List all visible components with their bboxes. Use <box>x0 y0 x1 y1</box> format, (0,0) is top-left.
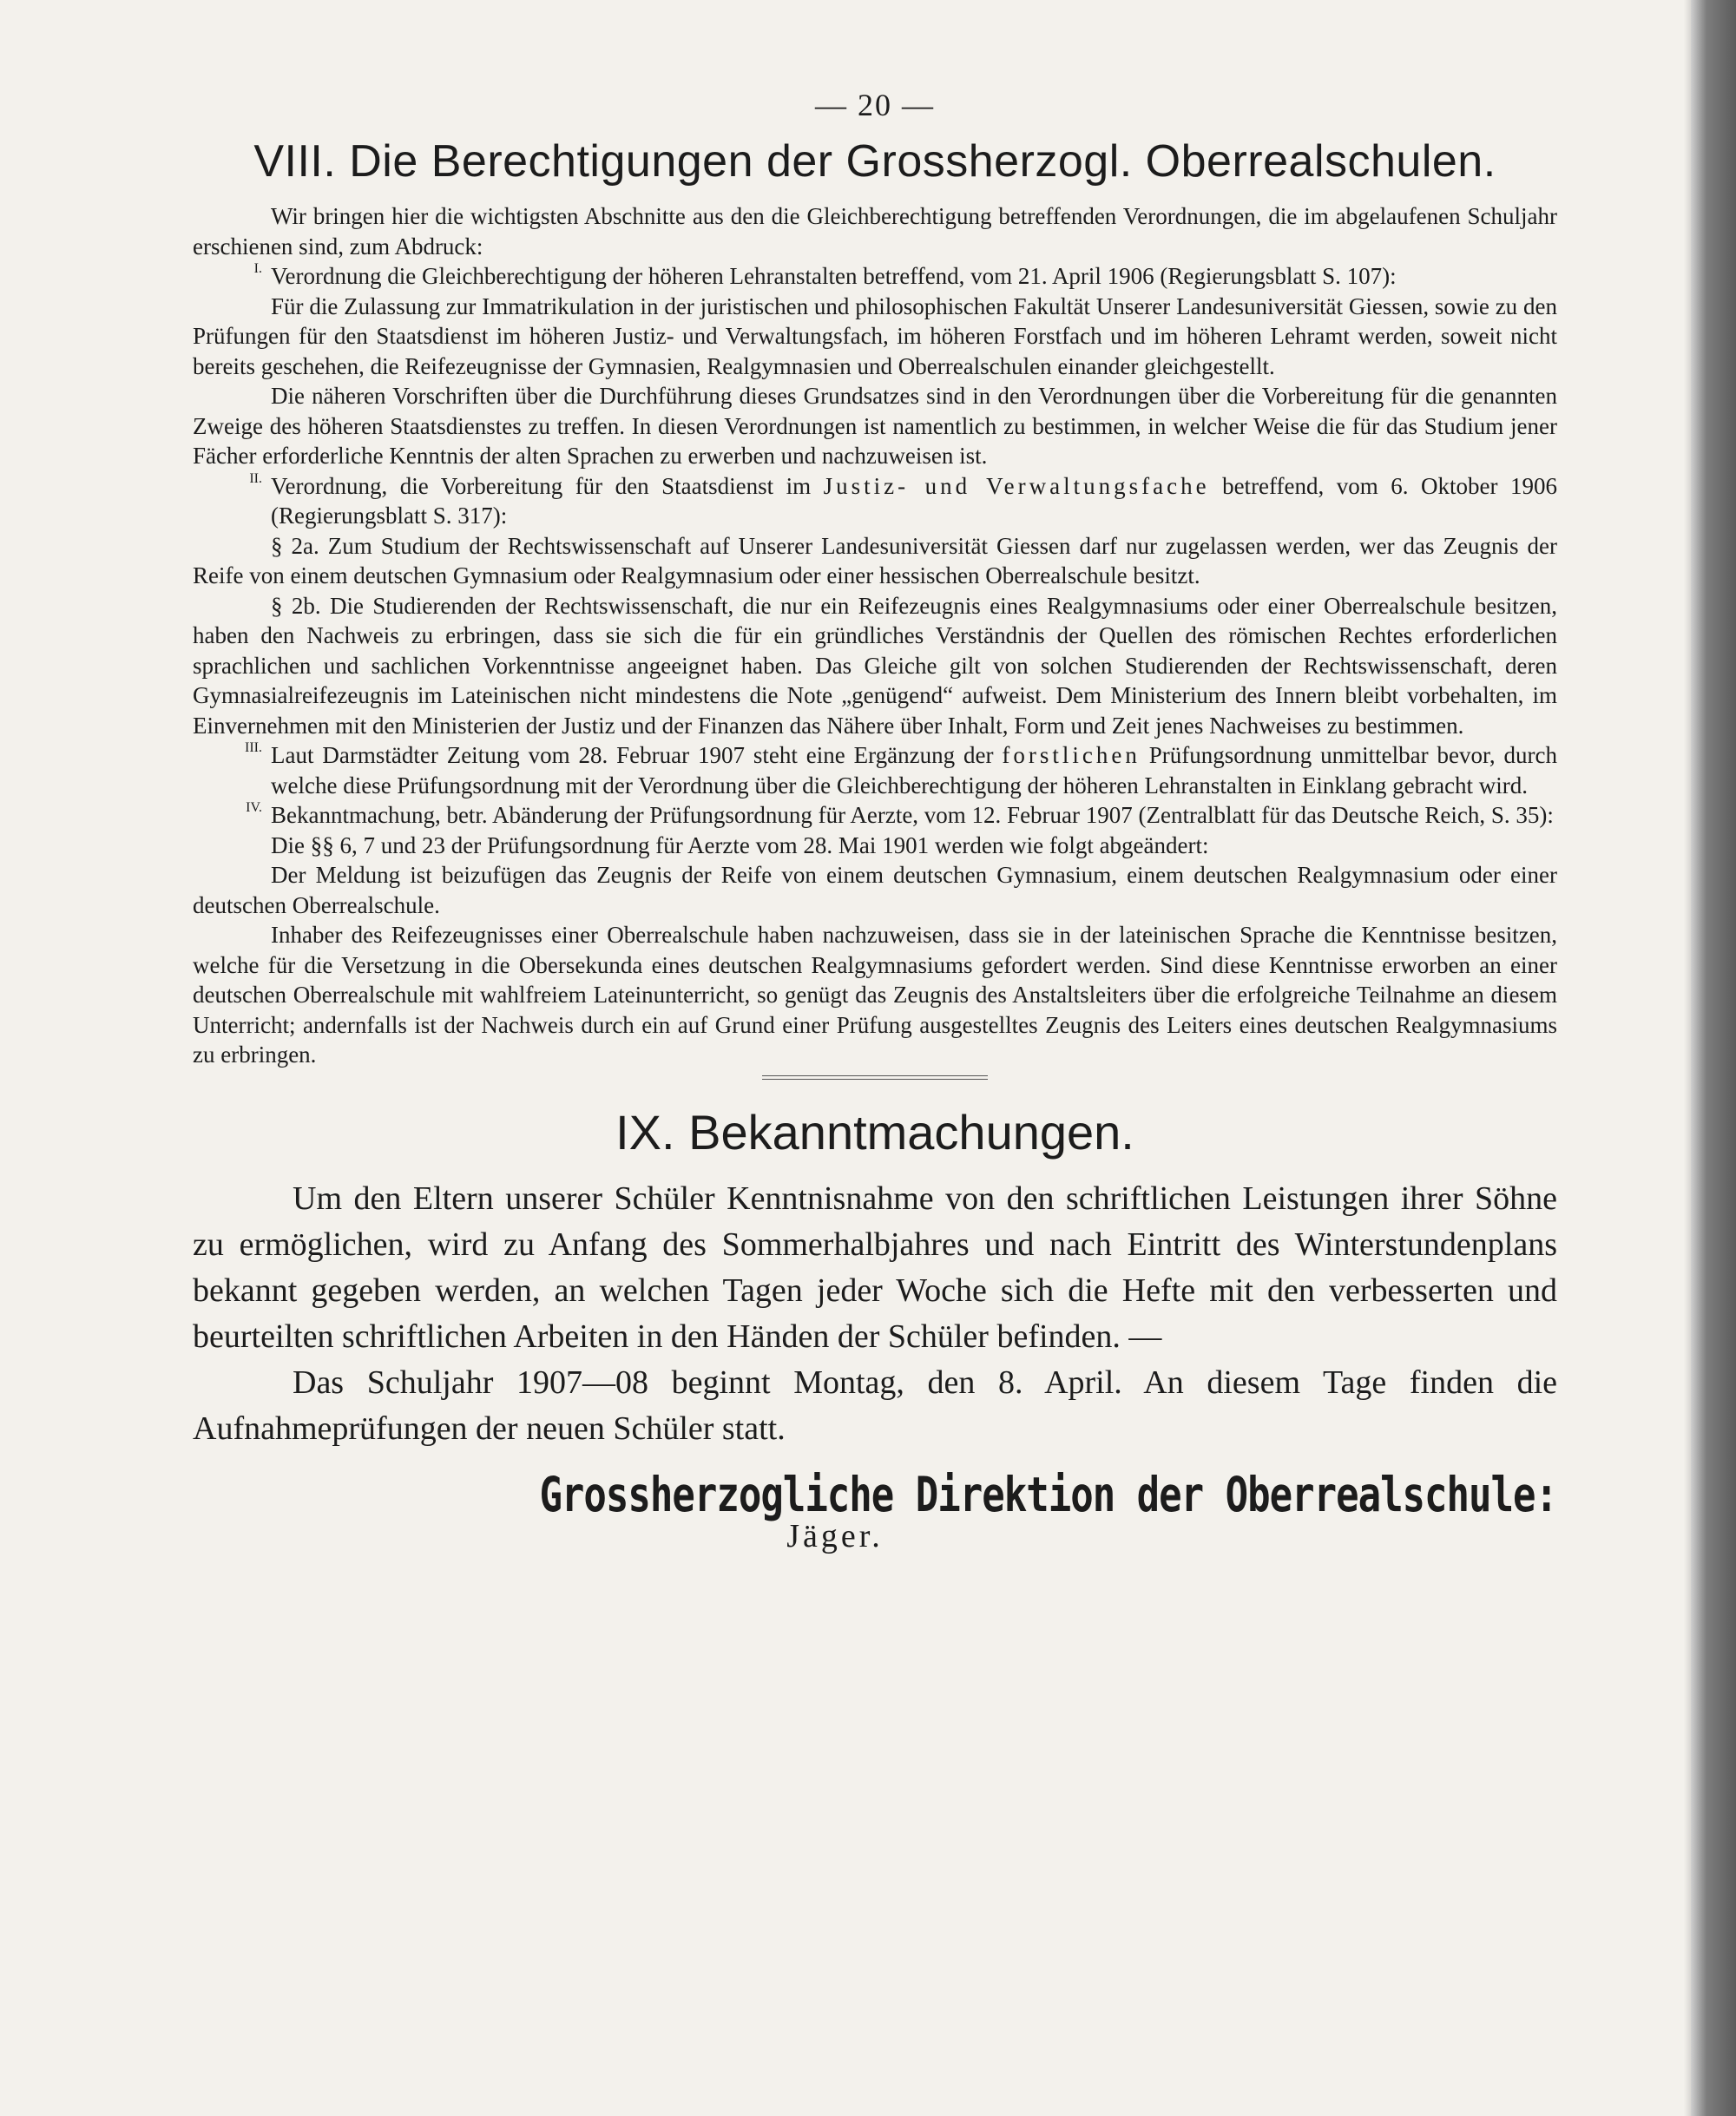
item-title <box>271 471 1557 531</box>
paragraph: § 2b. Die Studierenden der Rechtswissenschaft, die nur ein Reifezeugnis eines Realgymnasiums oder einer Oberrealschule besitzen, haben den Nachweis zu erbringen, dass sie sich die für ein gründliches Verständnis der Quellen des römischen Rechtes erforderlichen sprachlichen und sachlichen Vorkenntnisse angeeignet haben. Das Gleiche gilt von solchen Studierenden der Rechtswissenschaft, deren Gymnasialreifezeugnis im Lateinischen nicht mindestens die Note „genügend“ aufweist. Dem Ministerium des Innern bleibt vorbehalten, im Einvernehmen mit den Ministerien der Justiz und der Finanzen das Nähere über Inhalt, Form und Zeit jenes Nachweises zu bestimmen. <box>193 592 1557 739</box>
section-divider <box>762 1075 988 1080</box>
item-text-emphasis: forstlichen <box>1002 742 1141 768</box>
item-number: IV. <box>246 800 262 815</box>
ordinance-item-1 <box>193 261 1557 292</box>
item-text <box>271 740 1557 800</box>
section-9-heading: IX. Bekanntmachungen. <box>615 1104 1134 1160</box>
section-8-heading: VIII. Die Berechtigungen der Grossherzogl. Oberrealschulen. <box>253 136 1496 187</box>
signature-line: Grossherzogliche Direktion der Oberrealschule: <box>539 1467 1557 1523</box>
section-8-intro: Wir bringen hier die wichtigsten Abschnitte aus den die Gleichberechtigung betreffenden Verordnungen, die im abgelaufenen Schuljahr erschienen sind, zum Abdruck: <box>193 203 1557 260</box>
paragraph: Die §§ 6, 7 und 23 der Prüfungsordnung für Aerzte vom 28. Mai 1901 werden wie folgt abgeändert: <box>271 831 1209 858</box>
item-title: Bekanntmachung, betr. Abänderung der Prüfungsordnung für Aerzte, vom 12. Februar 1907 (Zentralblatt für das Deutsche Reich, S. 35): <box>271 802 1554 828</box>
item-text-part: Prüfungsordnung unmittelbar bevor, durch welche diese Prüfungsordnung mit der Verordnung über die Gleichberechtigung der höheren Lehranstalten in Einklang gebracht wird. <box>271 742 1558 798</box>
paragraph: § 2a. Zum Studium der Rechtswissenschaft auf Unserer Landesuniversität Giessen darf nur zugelassen werden, wer das Zeugnis der Reife von einem deutschen Gymnasium oder Realgymnasium oder einer hessischen Oberrealschule besitzt. <box>193 532 1557 588</box>
paragraph: Der Meldung ist beizufügen das Zeugnis der Reife von einem deutschen Gymnasium, einem deutschen Realgymnasium oder einer deutschen Oberrealschule. <box>193 862 1557 918</box>
document-page <box>193 87 1557 1555</box>
page-edge-shadow <box>1684 0 1691 2116</box>
signer-name: Jäger. <box>786 1517 884 1554</box>
item-title: Verordnung die Gleichberechtigung der höheren Lehranstalten betreffend, vom 21. April 1906 (Regierungsblatt S. 107): <box>271 263 1397 289</box>
announcement-paragraph: Das Schuljahr 1907—08 beginnt Montag, den 8. April. An diesem Tage finden die Aufnahmeprüfungen der neuen Schüler statt. <box>193 1364 1557 1447</box>
ordinance-item-2 <box>193 471 1557 531</box>
item-title-part: betreffend, vom 6. Oktober 1906 (Regierungsblatt S. 317): <box>271 472 1557 529</box>
item-title-emphasis: Justiz- und Verwaltungsfache <box>823 472 1210 499</box>
item-number: III. <box>245 740 262 755</box>
announcement-paragraph: Um den Eltern unserer Schüler Kenntnisnahme von den schriftlichen Leistungen ihrer Söhne zu ermöglichen, wird zu Anfang des Sommerhalbjahres und nach Eintritt des Winterstundenplans bekannt gegeben werden, an welchen Tagen jeder Woche sich die Hefte mit den verbesserten und beurteilten schriftlichen Arbeiten in den Händen der Schüler befinden. — <box>193 1180 1557 1355</box>
paragraph: Inhaber des Reifezeugnisses einer Oberrealschule haben nachzuweisen, dass sie in der lateinischen Sprache die Kenntnisse besitzen, welche für die Versetzung in die Obersekunda eines deutschen Realgymnasiums gefordert werden. Sind diese Kenntnisse erworben an einer deutschen Oberrealschule mit wahlfreiem Lateinunterricht, so genügt das Zeugnis des Anstaltsleiters über die erfolgreiche Teilnahme an diesem Unterricht; andernfalls ist der Nachweis durch ein auf Grund einer Prüfung ausgestelltes Zeugnis des Leiters eines deutschen Realgymnasiums zu erbringen. <box>193 922 1557 1068</box>
paragraph: Die näheren Vorschriften über die Durchführung dieses Grundsatzes sind in den Verordnungen über die Vorbereitung für die genannten Zweige des höheren Staatsdienstes zu treffen. In diesen Verordnungen ist namentlich zu bestimmen, in welcher Weise die für das Studium jener Fächer erforderliche Kenntnis der alten Sprachen zu erwerben und nachzuweisen ist. <box>193 383 1557 469</box>
ordinance-item-3 <box>193 740 1557 800</box>
book-binding-edge <box>1691 0 1736 2116</box>
item-text-part: Laut Darmstädter Zeitung vom 28. Februar 1907 steht eine Ergänzung der <box>271 742 994 768</box>
ordinance-item-4 <box>193 800 1557 860</box>
item-body <box>271 800 1557 860</box>
paragraph: Für die Zulassung zur Immatrikulation in der juristischen und philosophischen Fakultät Unserer Landesuniversität Giessen, sowie zu den Prüfungen für den Staatsdienst im höheren Justiz- und Verwaltungsfach, im höheren Forstfach und im höheren Lehramt werden, soweit nicht bereits geschehen, die Reifezeugnisse der Gymnasien, Realgymnasien und Oberrealschulen einander gleichgestellt. <box>193 292 1557 379</box>
item-number: II. <box>249 470 262 486</box>
page-number: — 20 — <box>815 88 935 122</box>
item-number: I. <box>253 261 262 276</box>
item-title-part: Verordnung, die Vorbereitung für den Staatsdienst im <box>271 472 812 499</box>
